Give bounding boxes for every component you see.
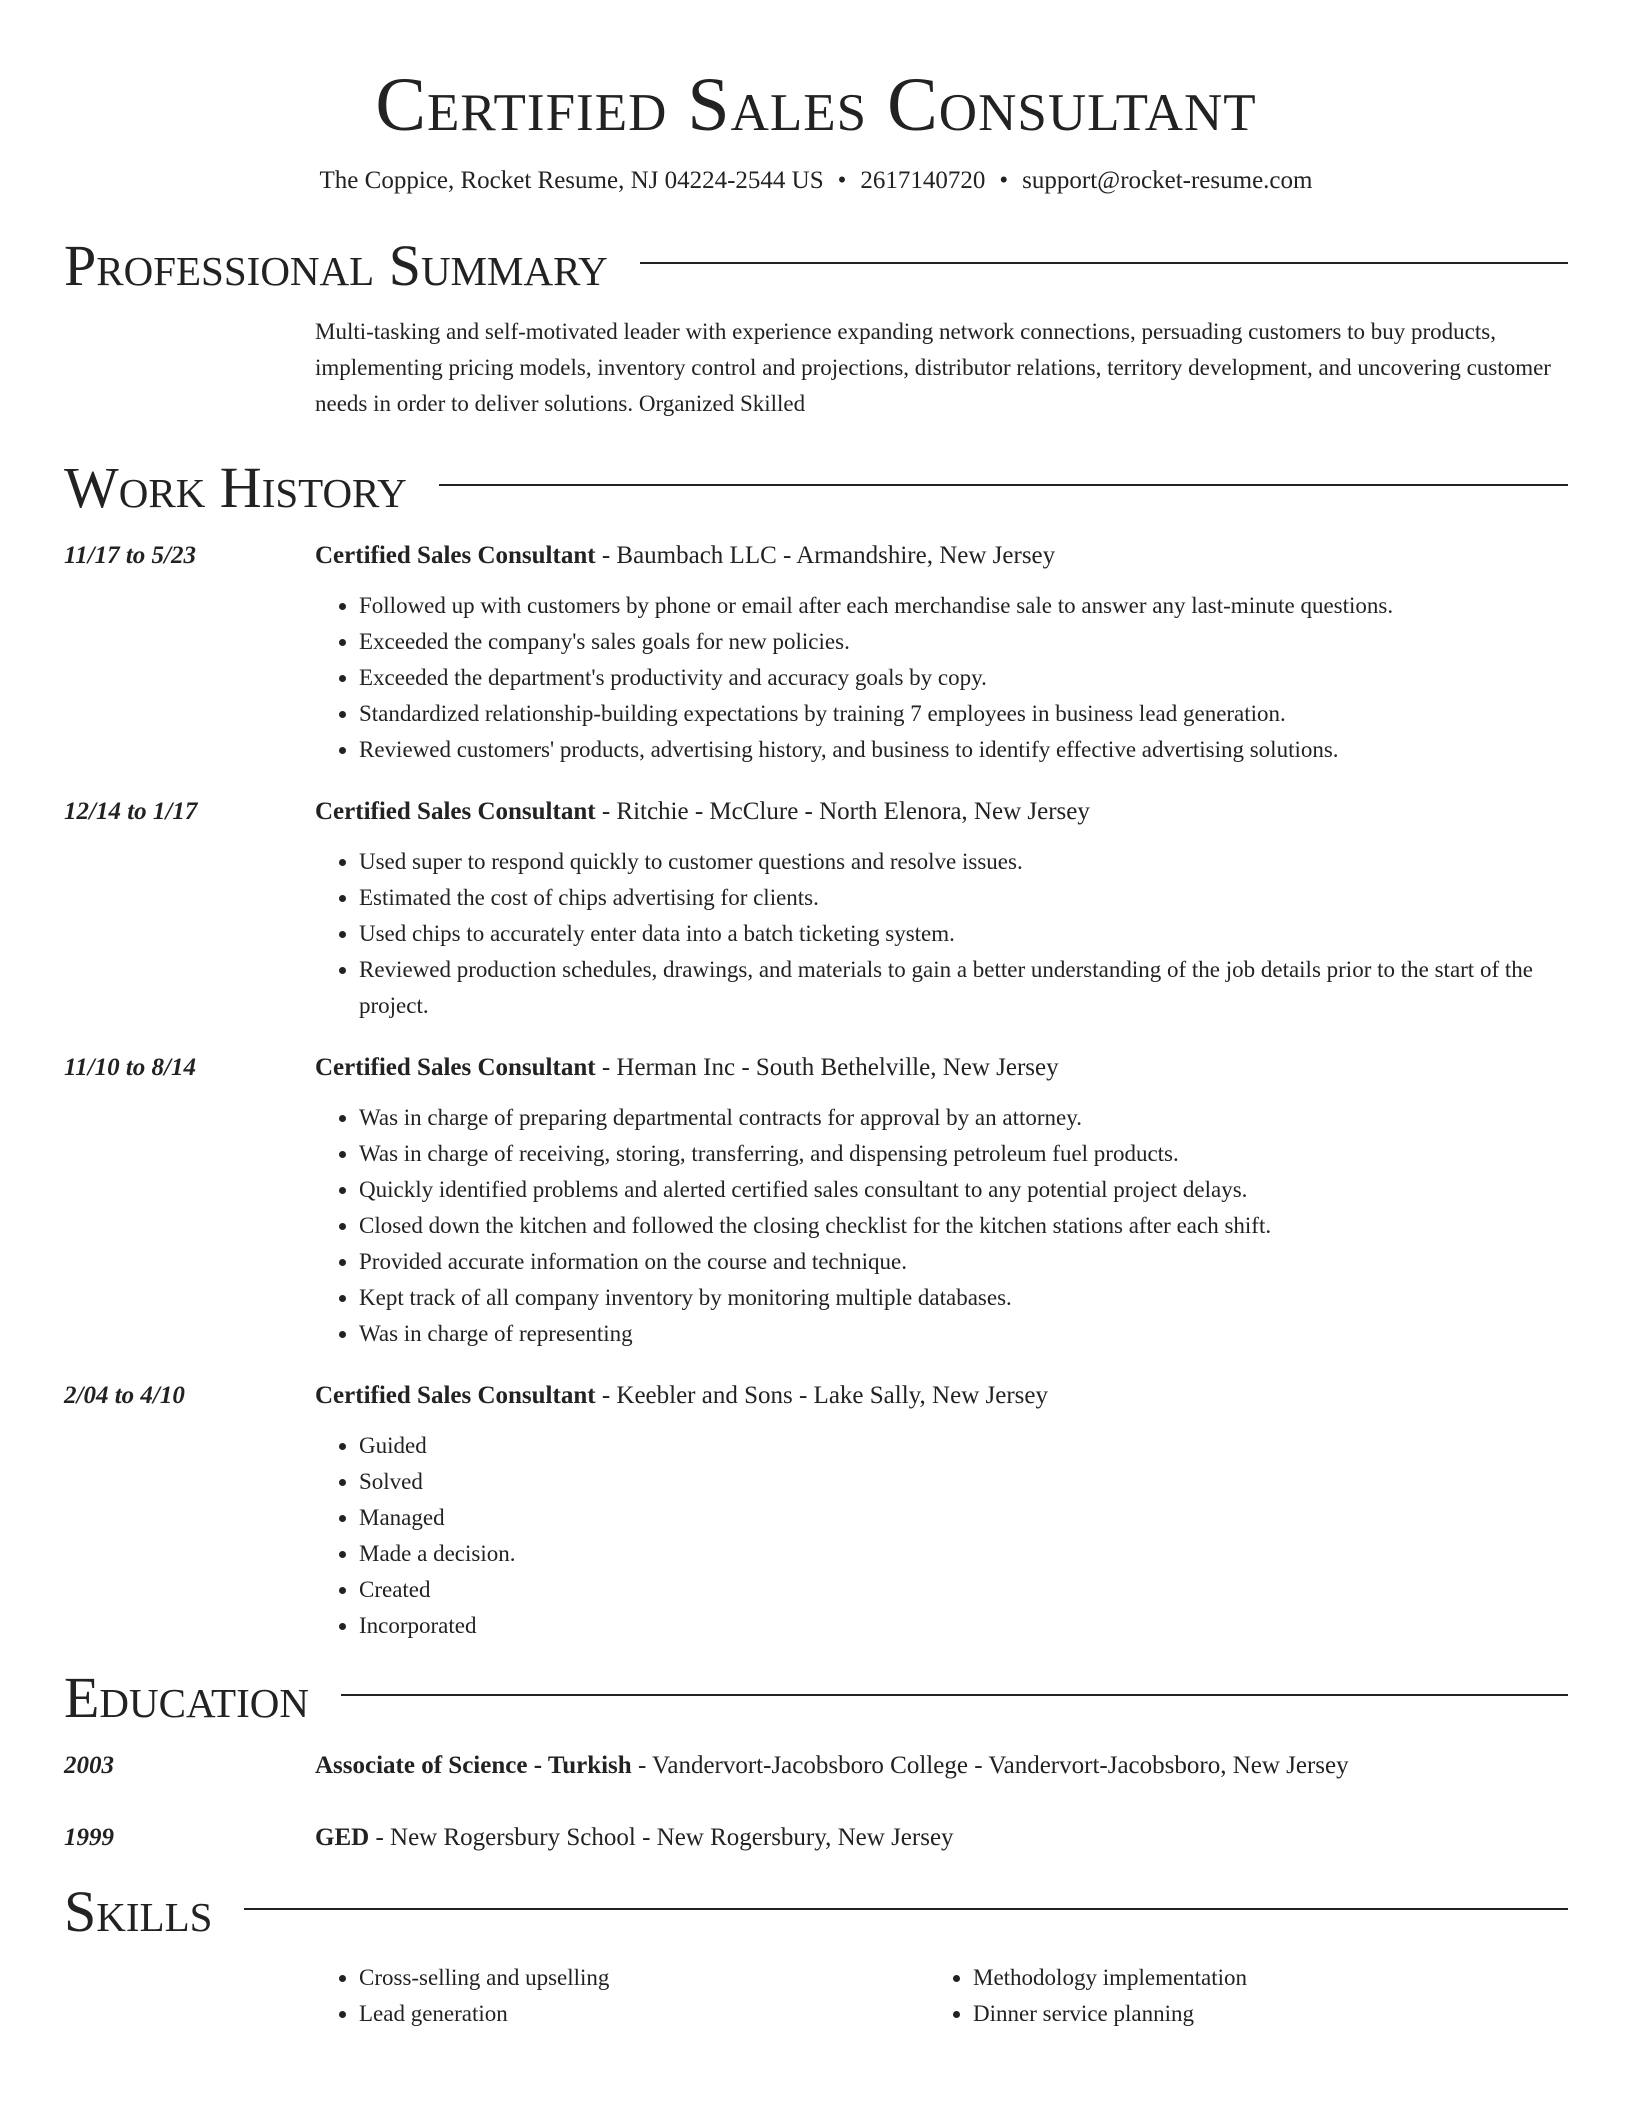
job-bullet: • Exceeded the company's sales goals for new policies. (359, 624, 1568, 660)
skills-section-header (64, 1876, 1568, 1948)
job-header (64, 1050, 1568, 1086)
job-role: Certified Sales Consultant (315, 798, 596, 825)
job-bullet: • Exceeded the department's productivity and accuracy goals by copy. (359, 660, 1568, 696)
job-header (64, 538, 1568, 574)
job-bullet: • Closed down the kitchen and followed the closing checklist for the kitchen stations after each shift. (359, 1208, 1568, 1244)
job-bullet: • Used super to respond quickly to customer questions and resolve issues. (359, 844, 1568, 880)
education-heading (315, 1748, 1349, 1784)
job-bullet: • Followed up with customers by phone or email after each merchandise sale to answer any last-minute questions. (359, 588, 1568, 624)
contact-email: support@rocket-resume.com (1022, 167, 1313, 194)
work-section-header (64, 452, 1568, 524)
job-bullet: • Standardized relationship-building expectations by training 7 employees in business lead generation. (359, 696, 1568, 732)
skills-column-right (929, 1960, 1533, 2032)
job-dates: 12/14 to 1/17 (64, 798, 198, 825)
education-year: 1999 (64, 1824, 114, 1851)
job-dates: 11/10 to 8/14 (64, 1054, 196, 1081)
education-section-title: Education (64, 1665, 309, 1730)
summary-section-header (64, 230, 1568, 302)
summary-text: Multi-tasking and self-motivated leader with experience expanding network connections, persuading customers to buy products, implementing pricing models, inventory control and projections, distributor relations, territory development, and uncovering customer needs in order to deliver solutions. Organized Skilled (315, 319, 1551, 416)
education-year: 2003 (64, 1752, 114, 1779)
resume-title: Certified Sales Consultant (375, 63, 1257, 147)
job-bullets (315, 1428, 1568, 1644)
job-role: Certified Sales Consultant (315, 1054, 596, 1081)
education-degree: Associate of Science - Turkish (315, 1752, 632, 1779)
job-dates: 2/04 to 4/10 (64, 1382, 185, 1409)
job-details: - Ritchie - McClure - North Elenora, New Jersey (595, 798, 1090, 825)
job-bullet: • Managed (359, 1500, 1568, 1536)
education-entry (64, 1820, 1568, 1856)
job-bullet: • Was in charge of receiving, storing, transferring, and dispensing petroleum fuel products. (359, 1136, 1568, 1172)
education-details: - Vandervort-Jacobsboro College - Vandervort-Jacobsboro, New Jersey (631, 1752, 1349, 1779)
job-details: - Baumbach LLC - Armandshire, New Jersey (595, 542, 1056, 569)
job-bullets (315, 588, 1568, 768)
skill-item: • Lead generation (359, 1996, 929, 2032)
job-entry (64, 794, 1568, 1024)
skills-list (315, 1960, 1568, 2032)
job-entry (64, 1050, 1568, 1352)
job-bullet: • Was in charge of preparing departmental contracts for approval by an attorney. (359, 1100, 1568, 1136)
job-details: - Herman Inc - South Bethelville, New Jersey (595, 1054, 1059, 1081)
job-header (64, 1378, 1568, 1414)
section-divider (341, 1694, 1568, 1696)
job-bullet: • Reviewed production schedules, drawings, and materials to gain a better understanding of the job details prior to the start of the project. (359, 952, 1568, 1024)
job-heading (315, 538, 1055, 574)
skills-section-title: Skills (64, 1879, 213, 1944)
job-dates: 11/17 to 5/23 (64, 542, 196, 569)
education-details: - New Rogersbury School - New Rogersbury, New Jersey (369, 1824, 954, 1851)
job-bullet: • Provided accurate information on the course and technique. (359, 1244, 1568, 1280)
section-divider (439, 484, 1568, 486)
job-bullets (315, 844, 1568, 1024)
education-heading (315, 1820, 954, 1856)
job-bullet: • Used chips to accurately enter data into a batch ticketing system. (359, 916, 1568, 952)
job-header (64, 794, 1568, 830)
job-bullet: • Created (359, 1572, 1568, 1608)
section-divider (640, 262, 1568, 264)
work-history-list (64, 538, 1568, 1644)
contact-phone: 2617140720 (860, 167, 986, 194)
job-bullet: • Was in charge of representing (359, 1316, 1568, 1352)
skills-column-left (315, 1960, 929, 2032)
job-bullet: • Estimated the cost of chips advertising for clients. (359, 880, 1568, 916)
job-role: Certified Sales Consultant (315, 542, 596, 569)
work-section-title: Work History (64, 455, 407, 520)
job-bullet: • Solved (359, 1464, 1568, 1500)
job-bullet: • Incorporated (359, 1608, 1568, 1644)
education-entry (64, 1748, 1568, 1784)
skill-item: • Cross-selling and upselling (359, 1960, 929, 1996)
job-entry (64, 1378, 1568, 1644)
summary-section-title: Professional Summary (64, 233, 608, 298)
skill-item: • Dinner service planning (973, 1996, 1533, 2032)
job-heading (315, 794, 1090, 830)
job-role: Certified Sales Consultant (315, 1382, 596, 1409)
contact-address: The Coppice, Rocket Resume, NJ 04224-2544 US (319, 167, 824, 194)
job-heading (315, 1050, 1059, 1086)
job-bullet: • Reviewed customers' products, advertising history, and business to identify effective advertising solutions. (359, 732, 1568, 768)
section-divider (244, 1908, 1568, 1910)
job-bullet: • Guided (359, 1428, 1568, 1464)
job-entry (64, 538, 1568, 768)
job-heading (315, 1378, 1048, 1414)
job-bullet: • Made a decision. (359, 1536, 1568, 1572)
contact-line (64, 164, 1568, 198)
contact-separator: • (837, 167, 847, 194)
job-bullets (315, 1100, 1568, 1352)
education-degree: GED (315, 1824, 370, 1851)
job-details: - Keebler and Sons - Lake Sally, New Jersey (595, 1382, 1048, 1409)
job-bullet: • Kept track of all company inventory by monitoring multiple databases. (359, 1280, 1568, 1316)
contact-separator: • (999, 167, 1009, 194)
skill-item: • Methodology implementation (973, 1960, 1533, 1996)
job-bullet: • Quickly identified problems and alerted certified sales consultant to any potential project delays. (359, 1172, 1568, 1208)
education-section-header (64, 1662, 1568, 1734)
